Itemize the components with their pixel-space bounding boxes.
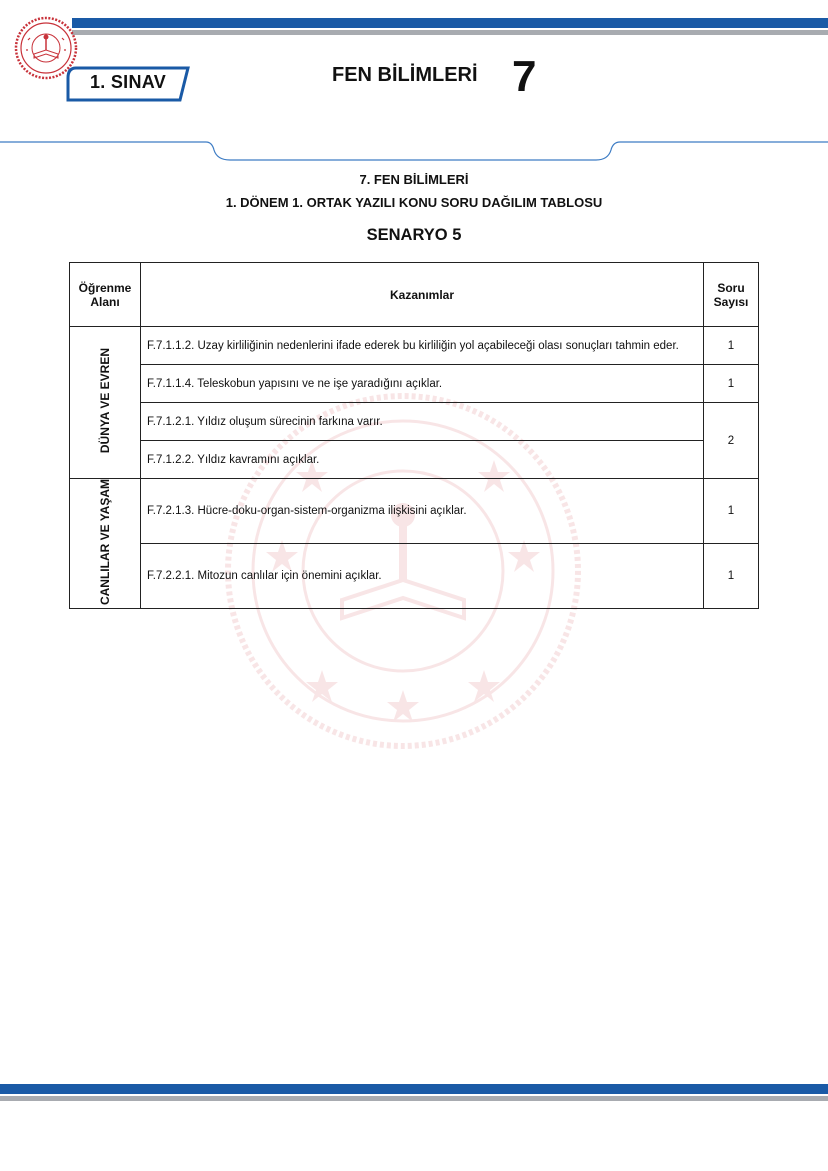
outcome-cell: F.7.1.2.2. Yıldız kavramını açıklar. bbox=[141, 441, 704, 479]
footer-grey-bar bbox=[0, 1096, 828, 1101]
table-row bbox=[70, 327, 759, 365]
grade-number: 7 bbox=[512, 52, 537, 101]
table-row bbox=[70, 403, 759, 441]
count-cell: 2 bbox=[704, 403, 759, 479]
document-title: 7. FEN BİLİMLERİ bbox=[359, 172, 469, 187]
count-cell: 1 bbox=[704, 479, 759, 544]
count-cell: 1 bbox=[704, 365, 759, 403]
header-divider bbox=[0, 138, 828, 168]
table-row bbox=[70, 544, 759, 609]
area-cell-world-universe bbox=[70, 327, 141, 479]
outcome-cell: F.7.2.2.1. Mitozun canlılar için önemini açıklar. bbox=[141, 544, 704, 609]
header-blue-bar bbox=[72, 18, 828, 28]
outcome-cell: F.7.1.1.2. Uzay kirliliğinin nedenlerini ifade ederek bu kirliliğin yol açabileceği olası sonuçları tahmin eder. bbox=[141, 327, 704, 365]
outcome-cell: F.7.2.1.3. Hücre-doku-organ-sistem-organizma ilişkisini açıklar. bbox=[141, 479, 704, 544]
subject-title: FEN BİLİMLERİ bbox=[332, 64, 478, 86]
count-cell: 1 bbox=[704, 544, 759, 609]
distribution-table bbox=[69, 262, 759, 609]
table-row bbox=[70, 479, 759, 544]
footer-blue-bar bbox=[0, 1084, 828, 1094]
area-label: DÜNYA VE EVREN bbox=[98, 348, 112, 454]
scenario-title: SENARYO 5 bbox=[366, 226, 462, 244]
area-cell-living-things bbox=[70, 479, 141, 609]
table-row bbox=[70, 441, 759, 479]
count-cell: 1 bbox=[704, 327, 759, 365]
outcome-cell: F.7.1.2.1. Yıldız oluşum sürecinin farkına varır. bbox=[141, 403, 704, 441]
table-header-row bbox=[70, 263, 759, 327]
exam-label: 1. SINAV bbox=[89, 72, 167, 92]
table-row bbox=[70, 365, 759, 403]
header-question-count: Soru Sayısı bbox=[704, 263, 759, 327]
document-subtitle: 1. DÖNEM 1. ORTAK YAZILI KONU SORU DAĞILIM TABLOSU bbox=[225, 195, 603, 210]
header-outcomes: Kazanımlar bbox=[141, 263, 704, 327]
outcome-cell: F.7.1.1.4. Teleskobun yapısını ve ne işe yaradığını açıklar. bbox=[141, 365, 704, 403]
header-grey-bar bbox=[72, 30, 828, 35]
area-label: CANLILAR VE YAŞAM bbox=[98, 479, 112, 606]
header-learning-area: Öğrenme Alanı bbox=[70, 263, 141, 327]
